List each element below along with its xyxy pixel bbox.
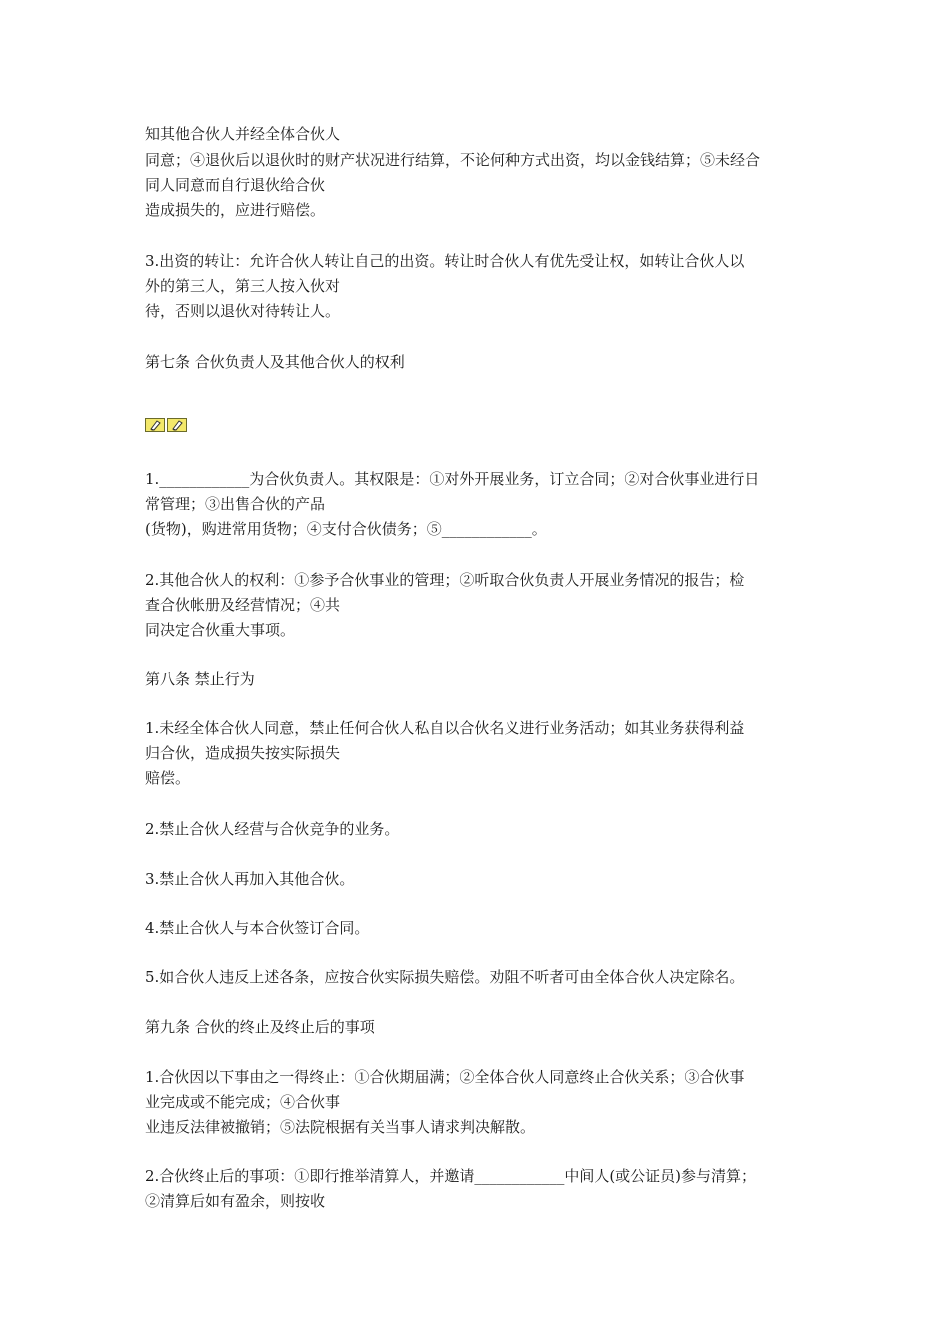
icon-row [145, 418, 187, 434]
text-line: 知其他合伙人并经全体合伙人 [145, 125, 341, 143]
section-heading: 第八条 禁止行为 [145, 670, 255, 688]
text-line: 同意；④退伙后以退伙时的财产状况进行结算，不论何种方式出资，均以金钱结算；⑤未经合 [145, 151, 761, 169]
text-line: 同决定合伙重大事项。 [145, 621, 296, 639]
text-line: 业完成或不能完成；④合伙事 [145, 1093, 341, 1111]
text-line: 1.____________为合伙负责人。其权限是：①对外开展业务，订立合同；②对合伙事业进行日 [145, 470, 760, 488]
section-heading: 第七条 合伙负责人及其他合伙人的权利 [145, 353, 405, 371]
text-line: 业违反法律被撤销；⑤法院根据有关当事人请求判决解散。 [145, 1118, 536, 1136]
text-line: 赔偿。 [145, 769, 191, 787]
text-line: (货物)，购进常用货物；④支付合伙债务；⑤____________。 [145, 520, 547, 538]
text-line: 1.未经全体合伙人同意，禁止任何合伙人私自以合伙名义进行业务活动；如其业务获得利益 [145, 719, 745, 737]
text-line: 归合伙，造成损失按实际损失 [145, 744, 341, 762]
text-line: 2.禁止合伙人经营与合伙竞争的业务。 [145, 820, 400, 838]
text-line: 5.如合伙人违反上述各条，应按合伙实际损失赔偿。劝阻不听者可由全体合伙人决定除名。 [145, 968, 745, 986]
text-line: 查合伙帐册及经营情况；④共 [145, 596, 341, 614]
text-line: 造成损失的，应进行赔偿。 [145, 201, 326, 219]
text-line: 3.禁止合伙人再加入其他合伙。 [145, 870, 355, 888]
text-line: 4.禁止合伙人与本合伙签订合同。 [145, 919, 370, 937]
text-line: 待，否则以退伙对待转让人。 [145, 302, 341, 320]
section-heading: 第九条 合伙的终止及终止后的事项 [145, 1018, 375, 1036]
text-line: ②清算后如有盈余，则按收 [145, 1192, 326, 1210]
pen-icon [145, 418, 165, 432]
text-line: 2.合伙终止后的事项：①即行推举清算人，并邀请____________中间人(或公证员)参与清算； [145, 1167, 757, 1185]
text-line: 3.出资的转让：允许合伙人转让自己的出资。转让时合伙人有优先受让权，如转让合伙人以 [145, 252, 745, 270]
pen-icon [167, 418, 187, 432]
text-line: 同人同意而自行退伙给合伙 [145, 176, 326, 194]
text-line: 外的第三人，第三人按入伙对 [145, 277, 341, 295]
text-line: 1.合伙因以下事由之一得终止：①合伙期届满；②全体合伙人同意终止合伙关系；③合伙事 [145, 1068, 745, 1086]
text-line: 常管理；③出售合伙的产品 [145, 495, 326, 513]
text-line: 2.其他合伙人的权利：①参予合伙事业的管理；②听取合伙负责人开展业务情况的报告；检 [145, 571, 745, 589]
